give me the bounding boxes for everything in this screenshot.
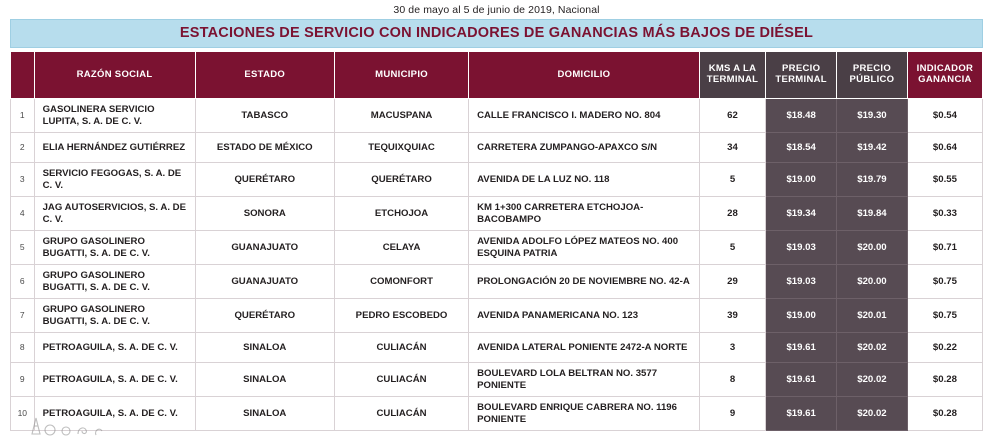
cell-precio-terminal: $19.03 (766, 231, 837, 265)
table-header-row (11, 52, 983, 99)
column-header-kms: KMS A LA TERMINAL (699, 52, 766, 99)
cell-index: 3 (11, 163, 35, 197)
cell-estado: ESTADO DE MÉXICO (195, 133, 334, 163)
cell-razon-social: PETROAGUILA, S. A. DE C. V. (34, 333, 195, 363)
cell-domicilio: BOULEVARD ENRIQUE CABRERA NO. 1196 PONIENTE (469, 397, 700, 431)
cell-precio-terminal: $19.00 (766, 299, 837, 333)
column-header-municipio: MUNICIPIO (334, 52, 468, 99)
column-header-domicilio: DOMICILIO (469, 52, 700, 99)
cell-estado: SINALOA (195, 333, 334, 363)
cell-municipio: QUERÉTARO (334, 163, 468, 197)
column-header-precio-terminal: PRECIO TERMINAL (766, 52, 837, 99)
cell-municipio: CELAYA (334, 231, 468, 265)
table-row (11, 299, 983, 333)
cell-indicador-ganancia: $0.75 (907, 265, 982, 299)
table-row (11, 163, 983, 197)
cell-domicilio: AVENIDA DE LA LUZ NO. 118 (469, 163, 700, 197)
cell-indicador-ganancia: $0.22 (907, 333, 982, 363)
cell-index: 7 (11, 299, 35, 333)
cell-razon-social: GRUPO GASOLINERO BUGATTI, S. A. DE C. V. (34, 265, 195, 299)
cell-razon-social: ELIA HERNÁNDEZ GUTIÉRREZ (34, 133, 195, 163)
cell-precio-terminal: $18.54 (766, 133, 837, 163)
cell-estado: SINALOA (195, 363, 334, 397)
cell-estado: QUERÉTARO (195, 299, 334, 333)
cell-precio-terminal: $18.48 (766, 99, 837, 133)
cell-estado: SINALOA (195, 397, 334, 431)
column-header-razon-social: RAZÓN SOCIAL (34, 52, 195, 99)
cell-kms: 62 (699, 99, 766, 133)
cell-indicador-ganancia: $0.71 (907, 231, 982, 265)
cell-index: 9 (11, 363, 35, 397)
cell-indicador-ganancia: $0.54 (907, 99, 982, 133)
cell-kms: 29 (699, 265, 766, 299)
table-body (11, 99, 983, 431)
cell-municipio: COMONFORT (334, 265, 468, 299)
cell-precio-publico: $20.02 (837, 333, 908, 363)
column-header-estado: ESTADO (195, 52, 334, 99)
cell-domicilio: AVENIDA LATERAL PONIENTE 2472-A NORTE (469, 333, 700, 363)
cell-municipio: CULIACÁN (334, 333, 468, 363)
cell-indicador-ganancia: $0.55 (907, 163, 982, 197)
cell-indicador-ganancia: $0.28 (907, 363, 982, 397)
cell-razon-social: SERVICIO FEGOGAS, S. A. DE C. V. (34, 163, 195, 197)
cell-indicador-ganancia: $0.33 (907, 197, 982, 231)
cell-indicador-ganancia: $0.64 (907, 133, 982, 163)
column-header-precio-publico: PRECIO PÚBLICO (837, 52, 908, 99)
cell-domicilio: AVENIDA ADOLFO LÓPEZ MATEOS NO. 400 ESQUINA PATRIA (469, 231, 700, 265)
cell-kms: 34 (699, 133, 766, 163)
cell-precio-publico: $20.01 (837, 299, 908, 333)
cell-precio-terminal: $19.61 (766, 397, 837, 431)
table-row (11, 333, 983, 363)
cell-razon-social: JAG AUTOSERVICIOS, S. A. DE C. V. (34, 197, 195, 231)
cell-kms: 28 (699, 197, 766, 231)
cell-precio-publico: $19.30 (837, 99, 908, 133)
cell-kms: 9 (699, 397, 766, 431)
cell-precio-terminal: $19.34 (766, 197, 837, 231)
cell-index: 6 (11, 265, 35, 299)
cell-precio-terminal: $19.00 (766, 163, 837, 197)
cell-estado: GUANAJUATO (195, 231, 334, 265)
cell-domicilio: KM 1+300 CARRETERA ETCHOJOA-BACOBAMPO (469, 197, 700, 231)
cell-municipio: PEDRO ESCOBEDO (334, 299, 468, 333)
cell-index: 4 (11, 197, 35, 231)
cell-estado: QUERÉTARO (195, 163, 334, 197)
cell-kms: 5 (699, 163, 766, 197)
cell-razon-social: PETROAGUILA, S. A. DE C. V. (34, 363, 195, 397)
table-row (11, 265, 983, 299)
cell-estado: TABASCO (195, 99, 334, 133)
cell-municipio: CULIACÁN (334, 363, 468, 397)
cell-domicilio: PROLONGACIÓN 20 DE NOVIEMBRE NO. 42-A (469, 265, 700, 299)
cell-index: 2 (11, 133, 35, 163)
cell-indicador-ganancia: $0.28 (907, 397, 982, 431)
cell-kms: 39 (699, 299, 766, 333)
cell-municipio: CULIACÁN (334, 397, 468, 431)
cell-precio-publico: $19.42 (837, 133, 908, 163)
table-row (11, 231, 983, 265)
cell-index: 1 (11, 99, 35, 133)
page-title: ESTACIONES DE SERVICIO CON INDICADORES DE GANANCIAS MÁS BAJOS DE DIÉSEL (10, 19, 983, 48)
column-header-index (11, 52, 35, 99)
column-header-indicador-ganancia: INDICADOR GANANCIA (907, 52, 982, 99)
cell-razon-social: GRUPO GASOLINERO BUGATTI, S. A. DE C. V. (34, 231, 195, 265)
cell-razon-social: GRUPO GASOLINERO BUGATTI, S. A. DE C. V. (34, 299, 195, 333)
table-row (11, 99, 983, 133)
cell-index: 5 (11, 231, 35, 265)
cell-kms: 3 (699, 333, 766, 363)
cell-indicador-ganancia: $0.75 (907, 299, 982, 333)
cell-razon-social: PETROAGUILA, S. A. DE C. V. (34, 397, 195, 431)
cell-precio-terminal: $19.61 (766, 363, 837, 397)
table-row (11, 397, 983, 431)
cell-estado: SONORA (195, 197, 334, 231)
cell-domicilio: CARRETERA ZUMPANGO-APAXCO S/N (469, 133, 700, 163)
cell-precio-publico: $20.02 (837, 363, 908, 397)
cell-domicilio: BOULEVARD LOLA BELTRAN NO. 3577 PONIENTE (469, 363, 700, 397)
table-row (11, 197, 983, 231)
cell-municipio: MACUSPANA (334, 99, 468, 133)
cell-kms: 5 (699, 231, 766, 265)
cell-precio-publico: $20.02 (837, 397, 908, 431)
cell-precio-publico: $19.84 (837, 197, 908, 231)
cell-municipio: TEQUIXQUIAC (334, 133, 468, 163)
diesel-stations-table (10, 51, 983, 431)
cell-domicilio: AVENIDA PANAMERICANA NO. 123 (469, 299, 700, 333)
cell-index: 10 (11, 397, 35, 431)
report-date-line: 30 de mayo al 5 de junio de 2019, Nacional (393, 4, 600, 16)
cell-razon-social: GASOLINERA SERVICIO LUPITA, S. A. DE C. V. (34, 99, 195, 133)
cell-precio-terminal: $19.03 (766, 265, 837, 299)
cell-index: 8 (11, 333, 35, 363)
cell-precio-publico: $20.00 (837, 231, 908, 265)
table-row (11, 363, 983, 397)
cell-precio-publico: $19.79 (837, 163, 908, 197)
table-row (11, 133, 983, 163)
cell-kms: 8 (699, 363, 766, 397)
cell-municipio: ETCHOJOA (334, 197, 468, 231)
cell-precio-terminal: $19.61 (766, 333, 837, 363)
cell-estado: GUANAJUATO (195, 265, 334, 299)
cell-precio-publico: $20.00 (837, 265, 908, 299)
cell-domicilio: CALLE FRANCISCO I. MADERO NO. 804 (469, 99, 700, 133)
